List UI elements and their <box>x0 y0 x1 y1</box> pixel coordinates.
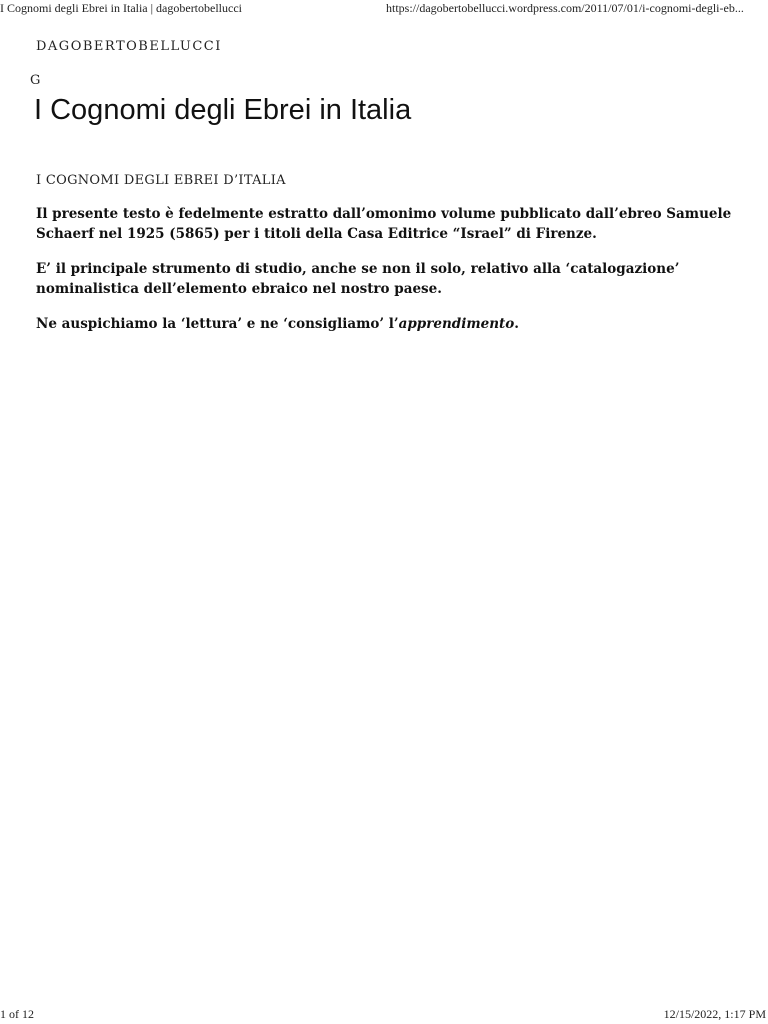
paragraph-3-emphasis: apprendimento <box>398 316 515 332</box>
paragraph-1: Il presente testo è fedelmente estratto dall’omonimo volume pubblicato dall’ebreo Samuele Schaerf nel 1925 (5865) per i titoli della Casa Editrice “Israel” di Firenze. <box>36 206 732 242</box>
cut-off-text-fragment: G <box>30 73 41 88</box>
post-content <box>36 173 736 349</box>
paragraph-3-prefix: Ne auspichiamo la ‘lettura’ e ne ‘consigliamo’ l’ <box>36 316 399 332</box>
site-name-link[interactable]: DAGOBERTOBELLUCCI <box>36 39 222 54</box>
print-url: https://dagobertobellucci.wordpress.com/2011/07/01/i-cognomi-degli-eb... <box>386 1 744 15</box>
print-header <box>0 1 768 17</box>
paragraph-2: E’ il principale strumento di studio, anche se non il solo, relativo alla ‘catalogazione’ nominalistica dell’elemento ebraico nel nostro paese. <box>36 261 680 297</box>
print-page-title: I Cognomi degli Ebrei in Italia | dagobertobellucci <box>0 1 242 15</box>
print-footer <box>0 1006 768 1022</box>
print-datetime: 12/15/2022, 1:17 PM <box>663 1007 766 1021</box>
paragraph-3-suffix: . <box>514 316 519 332</box>
post-title: I Cognomi degli Ebrei in Italia <box>34 94 412 126</box>
page-count: 1 of 12 <box>0 1007 34 1021</box>
post-subtitle: I COGNOMI DEGLI EBREI D’ITALIA <box>36 173 286 188</box>
paragraph-3 <box>36 314 736 334</box>
